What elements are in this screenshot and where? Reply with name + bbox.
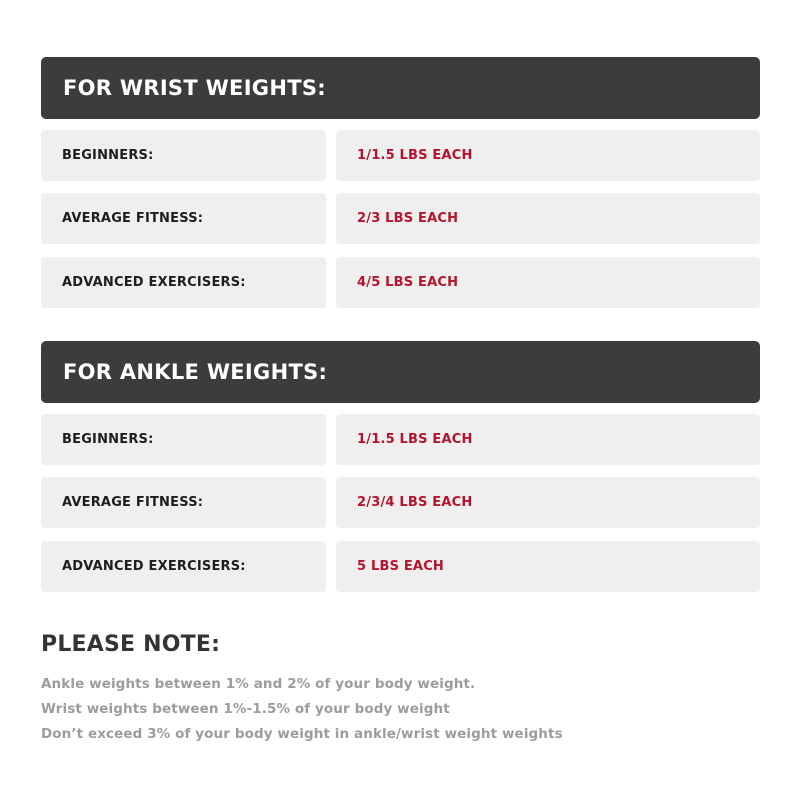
table-row [41, 193, 760, 244]
table-row [41, 541, 760, 592]
level-label: AVERAGE FITNESS: [41, 193, 326, 244]
weight-value: 2/3 LBS EACH [336, 193, 760, 244]
note-line: Don’t exceed 3% of your body weight in ankle/wrist weight weights [41, 726, 563, 742]
table-row [41, 414, 760, 465]
ankle-weights-title: FOR ANKLE WEIGHTS: [63, 360, 328, 384]
note-title: PLEASE NOTE: [41, 632, 221, 657]
level-label: ADVANCED EXERCISERS: [41, 541, 326, 592]
level-label: AVERAGE FITNESS: [41, 477, 326, 528]
level-label: ADVANCED EXERCISERS: [41, 257, 326, 308]
weight-value: 4/5 LBS EACH [336, 257, 760, 308]
weight-value: 2/3/4 LBS EACH [336, 477, 760, 528]
wrist-weights-header [41, 57, 760, 119]
note-line: Wrist weights between 1%-1.5% of your body weight [41, 701, 450, 717]
weight-value: 1/1.5 LBS EACH [336, 130, 760, 181]
ankle-weights-header [41, 341, 760, 403]
level-label: BEGINNERS: [41, 130, 326, 181]
table-row [41, 130, 760, 181]
weight-value: 5 LBS EACH [336, 541, 760, 592]
weight-value: 1/1.5 LBS EACH [336, 414, 760, 465]
table-row [41, 257, 760, 308]
table-row [41, 477, 760, 528]
wrist-weights-title: FOR WRIST WEIGHTS: [63, 76, 326, 100]
level-label: BEGINNERS: [41, 414, 326, 465]
note-line: Ankle weights between 1% and 2% of your body weight. [41, 676, 476, 692]
